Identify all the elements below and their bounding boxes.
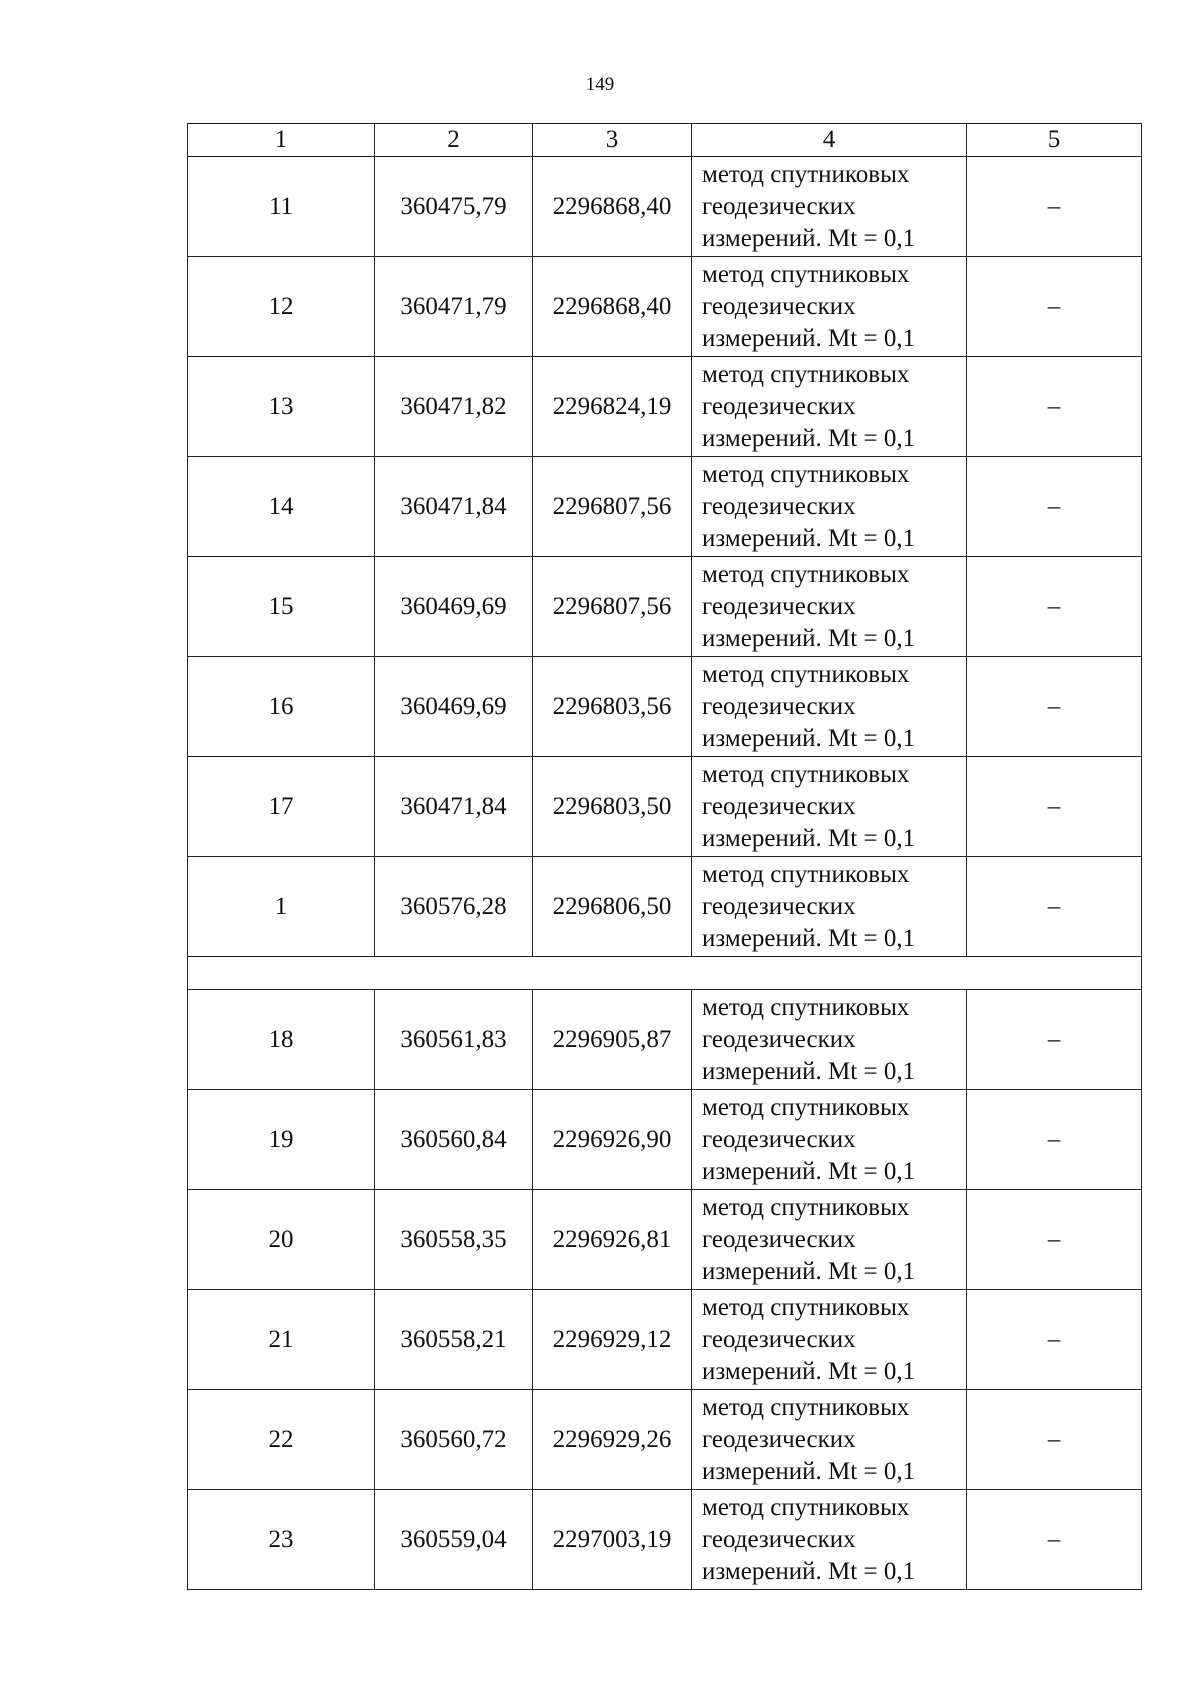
accuracy-dash-cell: – bbox=[967, 457, 1142, 557]
method-line: геодезических bbox=[702, 1225, 856, 1253]
method-line: метод спутниковых bbox=[702, 560, 910, 588]
method-line: измерений. Mt = 0,1 bbox=[702, 1457, 916, 1485]
x-coordinate-cell: 360558,35 bbox=[375, 1190, 533, 1290]
header-cell: 5 bbox=[967, 124, 1142, 157]
method-line: геодезических bbox=[702, 292, 856, 320]
method-cell bbox=[692, 657, 967, 757]
accuracy-dash-cell: – bbox=[967, 1190, 1142, 1290]
table-row bbox=[188, 657, 1142, 757]
method-line: измерений. Mt = 0,1 bbox=[702, 1257, 916, 1285]
spacer-cell bbox=[188, 957, 1142, 990]
method-cell bbox=[692, 157, 967, 257]
accuracy-dash-cell: – bbox=[967, 857, 1142, 957]
accuracy-dash-cell: – bbox=[967, 757, 1142, 857]
method-line: измерений. Mt = 0,1 bbox=[702, 624, 916, 652]
y-coordinate-cell: 2296905,87 bbox=[533, 990, 692, 1090]
table-row bbox=[188, 1390, 1142, 1490]
accuracy-dash-cell: – bbox=[967, 990, 1142, 1090]
method-line: метод спутниковых bbox=[702, 860, 910, 888]
header-cell: 1 bbox=[188, 124, 375, 157]
accuracy-dash-cell: – bbox=[967, 257, 1142, 357]
accuracy-dash-cell: – bbox=[967, 1490, 1142, 1590]
method-line: геодезических bbox=[702, 792, 856, 820]
method-line: геодезических bbox=[702, 1525, 856, 1553]
y-coordinate-cell: 2296803,50 bbox=[533, 757, 692, 857]
point-number-cell: 15 bbox=[188, 557, 375, 657]
table-row bbox=[188, 157, 1142, 257]
point-number-cell: 18 bbox=[188, 990, 375, 1090]
method-line: метод спутниковых bbox=[702, 260, 910, 288]
method-cell bbox=[692, 1290, 967, 1390]
table-body bbox=[188, 157, 1142, 1590]
x-coordinate-cell: 360576,28 bbox=[375, 857, 533, 957]
method-line: геодезических bbox=[702, 1125, 856, 1153]
accuracy-dash-cell: – bbox=[967, 157, 1142, 257]
y-coordinate-cell: 2296807,56 bbox=[533, 557, 692, 657]
point-number-cell: 22 bbox=[188, 1390, 375, 1490]
method-line: геодезических bbox=[702, 392, 856, 420]
coordinates-table bbox=[187, 123, 1142, 1590]
y-coordinate-cell: 2297003,19 bbox=[533, 1490, 692, 1590]
method-line: метод спутниковых bbox=[702, 460, 910, 488]
x-coordinate-cell: 360558,21 bbox=[375, 1290, 533, 1390]
method-line: метод спутниковых bbox=[702, 1193, 910, 1221]
point-number-cell: 14 bbox=[188, 457, 375, 557]
point-number-cell: 12 bbox=[188, 257, 375, 357]
x-coordinate-cell: 360469,69 bbox=[375, 657, 533, 757]
table-row bbox=[188, 1090, 1142, 1190]
y-coordinate-cell: 2296807,56 bbox=[533, 457, 692, 557]
method-line: геодезических bbox=[702, 192, 856, 220]
page-number: 149 bbox=[585, 74, 615, 95]
x-coordinate-cell: 360469,69 bbox=[375, 557, 533, 657]
method-line: измерений. Mt = 0,1 bbox=[702, 224, 916, 252]
spacer-row bbox=[188, 957, 1142, 990]
point-number-cell: 21 bbox=[188, 1290, 375, 1390]
method-line: измерений. Mt = 0,1 bbox=[702, 724, 916, 752]
method-line: метод спутниковых bbox=[702, 160, 910, 188]
point-number-cell: 1 bbox=[188, 857, 375, 957]
method-line: геодезических bbox=[702, 492, 856, 520]
method-cell bbox=[692, 1090, 967, 1190]
method-cell bbox=[692, 357, 967, 457]
header-row bbox=[188, 124, 1142, 157]
method-cell bbox=[692, 1490, 967, 1590]
table-row bbox=[188, 1490, 1142, 1590]
y-coordinate-cell: 2296868,40 bbox=[533, 157, 692, 257]
method-cell bbox=[692, 757, 967, 857]
table-row bbox=[188, 857, 1142, 957]
y-coordinate-cell: 2296868,40 bbox=[533, 257, 692, 357]
accuracy-dash-cell: – bbox=[967, 357, 1142, 457]
header-cell: 4 bbox=[692, 124, 967, 157]
method-line: измерений. Mt = 0,1 bbox=[702, 524, 916, 552]
point-number-cell: 20 bbox=[188, 1190, 375, 1290]
method-line: измерений. Mt = 0,1 bbox=[702, 1057, 916, 1085]
method-line: измерений. Mt = 0,1 bbox=[702, 424, 916, 452]
y-coordinate-cell: 2296806,50 bbox=[533, 857, 692, 957]
accuracy-dash-cell: – bbox=[967, 1090, 1142, 1190]
x-coordinate-cell: 360559,04 bbox=[375, 1490, 533, 1590]
point-number-cell: 17 bbox=[188, 757, 375, 857]
method-cell bbox=[692, 857, 967, 957]
method-line: измерений. Mt = 0,1 bbox=[702, 824, 916, 852]
accuracy-dash-cell: – bbox=[967, 657, 1142, 757]
method-cell bbox=[692, 1190, 967, 1290]
x-coordinate-cell: 360471,79 bbox=[375, 257, 533, 357]
accuracy-dash-cell: – bbox=[967, 1390, 1142, 1490]
method-line: геодезических bbox=[702, 1025, 856, 1053]
method-line: измерений. Mt = 0,1 bbox=[702, 324, 916, 352]
method-line: метод спутниковых bbox=[702, 993, 910, 1021]
method-line: геодезических bbox=[702, 892, 856, 920]
y-coordinate-cell: 2296824,19 bbox=[533, 357, 692, 457]
table-row bbox=[188, 757, 1142, 857]
method-line: метод спутниковых bbox=[702, 1393, 910, 1421]
method-cell bbox=[692, 1390, 967, 1490]
x-coordinate-cell: 360560,84 bbox=[375, 1090, 533, 1190]
point-number-cell: 13 bbox=[188, 357, 375, 457]
method-cell bbox=[692, 257, 967, 357]
header-cell: 3 bbox=[533, 124, 692, 157]
method-line: измерений. Mt = 0,1 bbox=[702, 1557, 916, 1585]
table-row bbox=[188, 1190, 1142, 1290]
table-row bbox=[188, 457, 1142, 557]
header-cell: 2 bbox=[375, 124, 533, 157]
method-line: измерений. Mt = 0,1 bbox=[702, 924, 916, 952]
method-line: метод спутниковых bbox=[702, 360, 910, 388]
y-coordinate-cell: 2296926,81 bbox=[533, 1190, 692, 1290]
y-coordinate-cell: 2296929,12 bbox=[533, 1290, 692, 1390]
method-line: метод спутниковых bbox=[702, 1493, 910, 1521]
x-coordinate-cell: 360560,72 bbox=[375, 1390, 533, 1490]
x-coordinate-cell: 360561,83 bbox=[375, 990, 533, 1090]
y-coordinate-cell: 2296803,56 bbox=[533, 657, 692, 757]
table-row bbox=[188, 990, 1142, 1090]
x-coordinate-cell: 360471,82 bbox=[375, 357, 533, 457]
table-row bbox=[188, 357, 1142, 457]
method-cell bbox=[692, 457, 967, 557]
method-line: геодезических bbox=[702, 692, 856, 720]
y-coordinate-cell: 2296926,90 bbox=[533, 1090, 692, 1190]
method-line: метод спутниковых bbox=[702, 760, 910, 788]
y-coordinate-cell: 2296929,26 bbox=[533, 1390, 692, 1490]
method-line: метод спутниковых bbox=[702, 660, 910, 688]
accuracy-dash-cell: – bbox=[967, 1290, 1142, 1390]
method-line: геодезических bbox=[702, 592, 856, 620]
table-row bbox=[188, 257, 1142, 357]
method-cell bbox=[692, 557, 967, 657]
point-number-cell: 23 bbox=[188, 1490, 375, 1590]
point-number-cell: 16 bbox=[188, 657, 375, 757]
method-line: метод спутниковых bbox=[702, 1293, 910, 1321]
method-cell bbox=[692, 990, 967, 1090]
table-row bbox=[188, 557, 1142, 657]
method-line: геодезических bbox=[702, 1425, 856, 1453]
x-coordinate-cell: 360471,84 bbox=[375, 457, 533, 557]
method-line: метод спутниковых bbox=[702, 1093, 910, 1121]
method-line: измерений. Mt = 0,1 bbox=[702, 1157, 916, 1185]
accuracy-dash-cell: – bbox=[967, 557, 1142, 657]
x-coordinate-cell: 360471,84 bbox=[375, 757, 533, 857]
point-number-cell: 11 bbox=[188, 157, 375, 257]
x-coordinate-cell: 360475,79 bbox=[375, 157, 533, 257]
method-line: геодезических bbox=[702, 1325, 856, 1353]
table-row bbox=[188, 1290, 1142, 1390]
point-number-cell: 19 bbox=[188, 1090, 375, 1190]
method-line: измерений. Mt = 0,1 bbox=[702, 1357, 916, 1385]
